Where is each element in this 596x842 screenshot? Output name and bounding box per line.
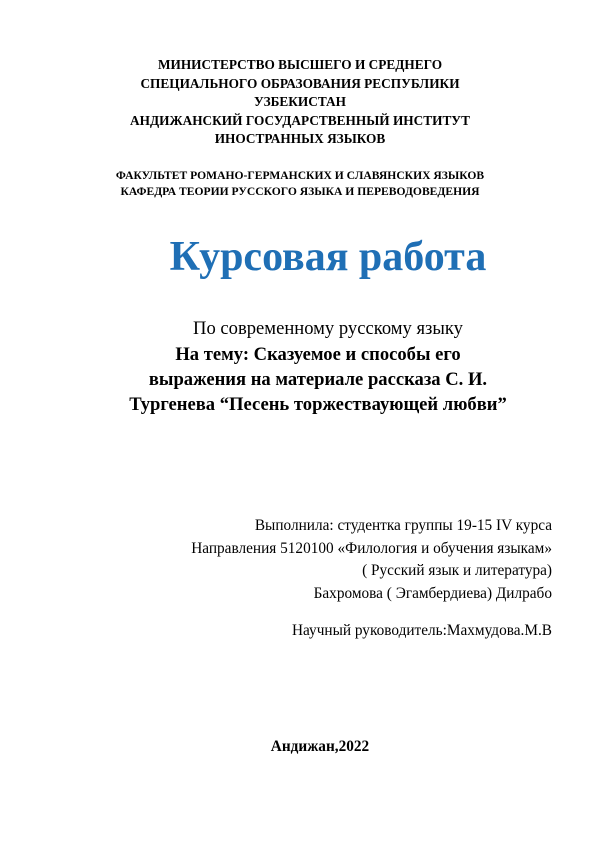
department-name: КАФЕДРА ТЕОРИИ РУССКОГО ЯЗЫКА И ПЕРЕВОДОВЕДЕНИЯ <box>120 185 480 198</box>
topic-heading <box>70 342 566 417</box>
faculty-name: ФАКУЛЬТЕТ РОМАНО-ГЕРМАНСКИХ И СЛАВЯНСКИХ ЯЗЫКОВ <box>115 169 485 182</box>
topic-line: На тему: Сказуемое и способы его <box>175 344 461 365</box>
supervisor-info: Научный руководитель:Махмудова.М.В <box>291 622 552 639</box>
ministry-line: УЗБЕКИСТАН <box>253 94 346 109</box>
ministry-line: МИНИСТЕРСТВО ВЫСШЕГО И СРЕДНЕГО <box>157 57 443 72</box>
page-title: Курсовая работа <box>169 234 487 280</box>
city-year: Андижан,2022 <box>270 738 370 755</box>
author-name: Бахромова ( Эгамбердиева) Дилрабо <box>313 584 552 602</box>
author-line-direction: Направления 5120100 «Филология и обучения языкам» <box>191 539 552 557</box>
author-line-specialty: ( Русский язык и литература) <box>362 562 552 579</box>
institute-line: ИНОСТРАННЫХ ЯЗЫКОВ <box>214 131 386 146</box>
author-line-student: Выполнила: студентка группы 19-15 IV курса <box>254 517 552 534</box>
ministry-line: СПЕЦИАЛЬНОГО ОБРАЗОВАНИЯ РЕСПУБЛИКИ <box>140 75 460 91</box>
topic-line: выражения на материале рассказа С. И. <box>148 369 488 390</box>
faculty-heading <box>60 168 540 200</box>
topic-line: Тургенева “Песень торжестваующей любви” <box>129 394 507 415</box>
institute-line: АНДИЖАНСКИЙ ГОСУДАРСТВЕННЫЙ ИНСТИТУТ <box>130 112 470 128</box>
author-info <box>72 515 552 605</box>
subject-line: По современному русскому языку <box>193 318 463 339</box>
ministry-heading <box>60 56 540 149</box>
